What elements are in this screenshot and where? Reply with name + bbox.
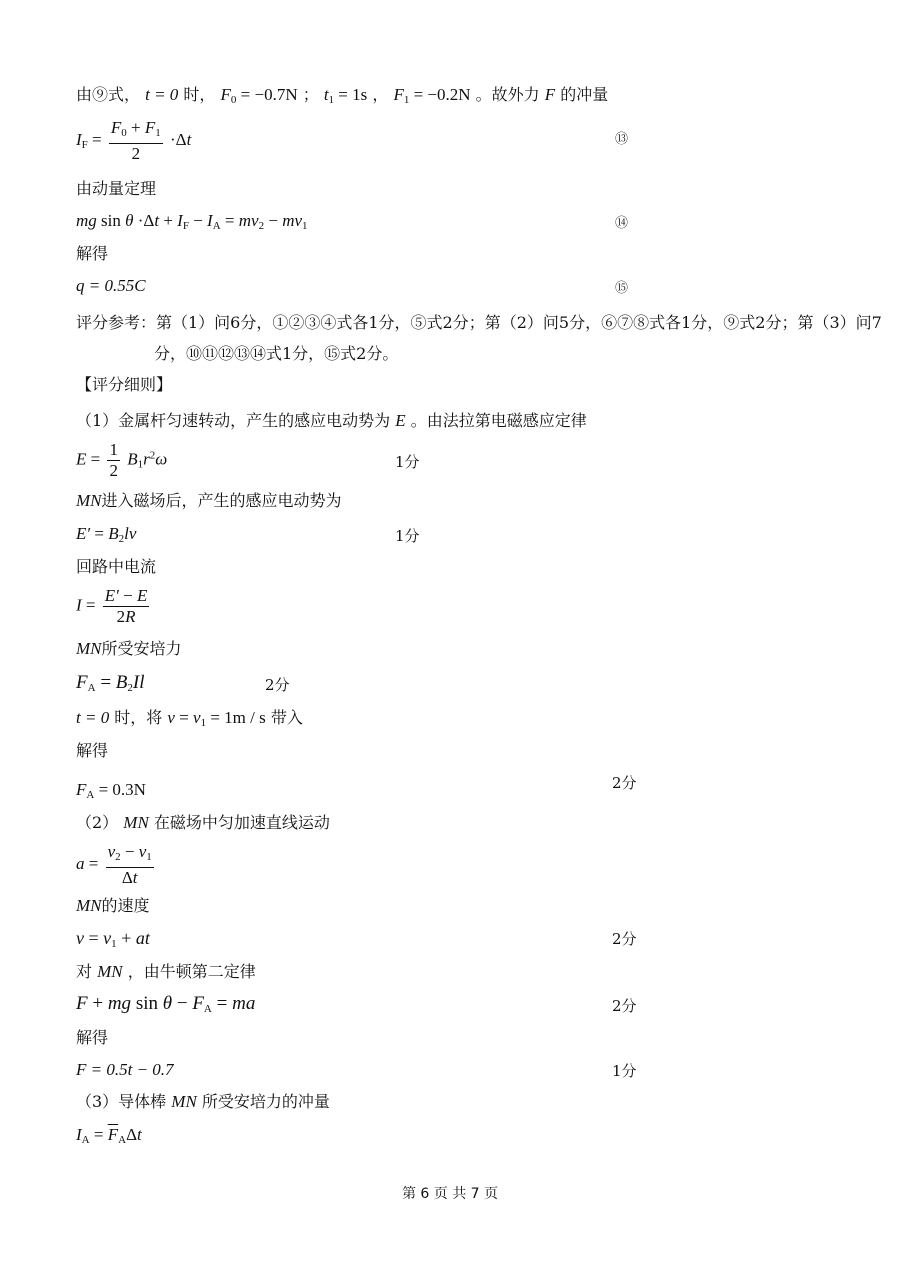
section-heading: 【评分细则】 <box>76 375 173 394</box>
text-mn-speed <box>76 895 150 917</box>
equation-I: I = $\frac{E' - E}{2R}$ <box>76 586 148 626</box>
equation-q: q = 0.55C <box>76 276 146 295</box>
equation-number-14: ⑭ <box>615 216 629 231</box>
equation-IF: $I_F$ = $\frac{F_0 + F_1}{2}$ ·Δt <box>76 118 192 163</box>
text: 。故外力 <box>475 85 540 104</box>
text: 时，将 <box>114 708 163 727</box>
math-t1: $t_1 = 1s$ <box>323 85 368 106</box>
text: 带入 <box>270 708 303 727</box>
equation-momentum: mg $\sin \theta \cdot\Delta t + I_F - I_A = mv_2 - mv_1$ <box>76 211 308 232</box>
text-solve: 解得 <box>76 244 109 263</box>
equation-FA: $F_A = B_2Il$ <box>76 672 145 694</box>
math-MN: MN <box>123 813 149 832</box>
text-newton <box>76 961 256 983</box>
math-E: E <box>395 411 406 430</box>
page-footer: 第 6 页 共 7 页 <box>401 1186 499 1202</box>
score-3: 2分 <box>265 676 290 694</box>
text: （1）金属杆匀速转动，产生的感应电动势为 <box>76 411 391 430</box>
math-MN: MN <box>76 896 102 915</box>
text-part1 <box>76 410 587 432</box>
text: 的冲量 <box>560 85 609 104</box>
score-5: 2分 <box>612 930 637 948</box>
text-mn-enter <box>76 490 342 512</box>
scoring-reference-line-2: 分，⑩⑪⑫⑬⑭式1分，⑮式2分。 <box>154 344 399 363</box>
math-F1: $F_1 = -0.2N$ <box>393 85 471 106</box>
text: ； <box>302 85 319 104</box>
math-MN: MN <box>171 1092 197 1111</box>
text: 所受安培力 <box>101 639 182 658</box>
text-mn-force <box>76 638 182 660</box>
score-6: 2分 <box>612 997 637 1015</box>
equation-E-prime: $E' = B_2lv$ <box>76 524 137 545</box>
text-t0 <box>76 707 303 734</box>
text: 对 <box>76 962 93 981</box>
math-t0: t = 0 <box>145 85 179 104</box>
math-MN: MN <box>76 491 102 510</box>
text: （2） <box>76 813 119 832</box>
equation-F: F = 0.5t − 0.7 <box>76 1060 174 1079</box>
equation-E: E = $\frac{1}{2}$ $B_1r^2\omega$ <box>76 440 168 480</box>
math-F0: $F_0 = -0.7N$ <box>220 85 298 106</box>
equation-a: a = $\frac{v_2 - v_1}{\Delta t}$ <box>76 842 152 887</box>
equation-IA: $I_A = \overline{F}_A\Delta t$ <box>76 1125 142 1146</box>
text-part2 <box>76 812 330 834</box>
text: 的速度 <box>101 896 150 915</box>
text-loop-current: 回路中电流 <box>76 557 157 576</box>
text: ，由牛顿第二定律 <box>127 962 256 981</box>
text: 。由法拉第电磁感应定律 <box>410 411 587 430</box>
math-MN: MN <box>76 639 102 658</box>
text-momentum-theorem: 由动量定理 <box>76 179 157 198</box>
equation-v: $v = v_1$ + at <box>76 928 150 950</box>
text: 在磁场中匀加速直线运动 <box>153 813 330 832</box>
text-solve: 解得 <box>76 1028 109 1047</box>
math-v: $v = v_1 = 1m / s$ <box>167 708 266 729</box>
score-1: 1分 <box>395 453 420 471</box>
text: ， <box>372 85 389 104</box>
scoring-reference-line-1: 评分参考：第（1）问6分，①②③④式各1分，⑤式2分；第（2）问5分，⑥⑦⑧式各1分，⑨式2分；第（3）问7 <box>76 313 882 332</box>
score-2: 1分 <box>395 527 420 545</box>
text-solve: 解得 <box>76 741 109 760</box>
math-F: F <box>544 85 556 104</box>
math-t0: t = 0 <box>76 708 110 727</box>
text: （3）导体棒 <box>76 1092 167 1111</box>
text: 所受安培力的冲量 <box>201 1092 330 1111</box>
text: 时， <box>183 85 216 104</box>
equation-FA-value: $F_A = 0.3N$ <box>76 780 146 801</box>
math-MN: MN <box>97 962 123 981</box>
score-7: 1分 <box>612 1062 637 1080</box>
text-part3 <box>76 1091 330 1113</box>
equation-newton: F + mg $\sin \theta - F_A$ = ma <box>76 993 256 1015</box>
score-4: 2分 <box>612 774 637 792</box>
equation-number-13: ⑬ <box>615 132 629 147</box>
text: 由⑨式， <box>76 85 141 104</box>
equation-number-15: ⑮ <box>615 281 629 296</box>
text-line-1 <box>76 84 608 111</box>
text: 进入磁场后，产生的感应电动势为 <box>101 491 342 510</box>
